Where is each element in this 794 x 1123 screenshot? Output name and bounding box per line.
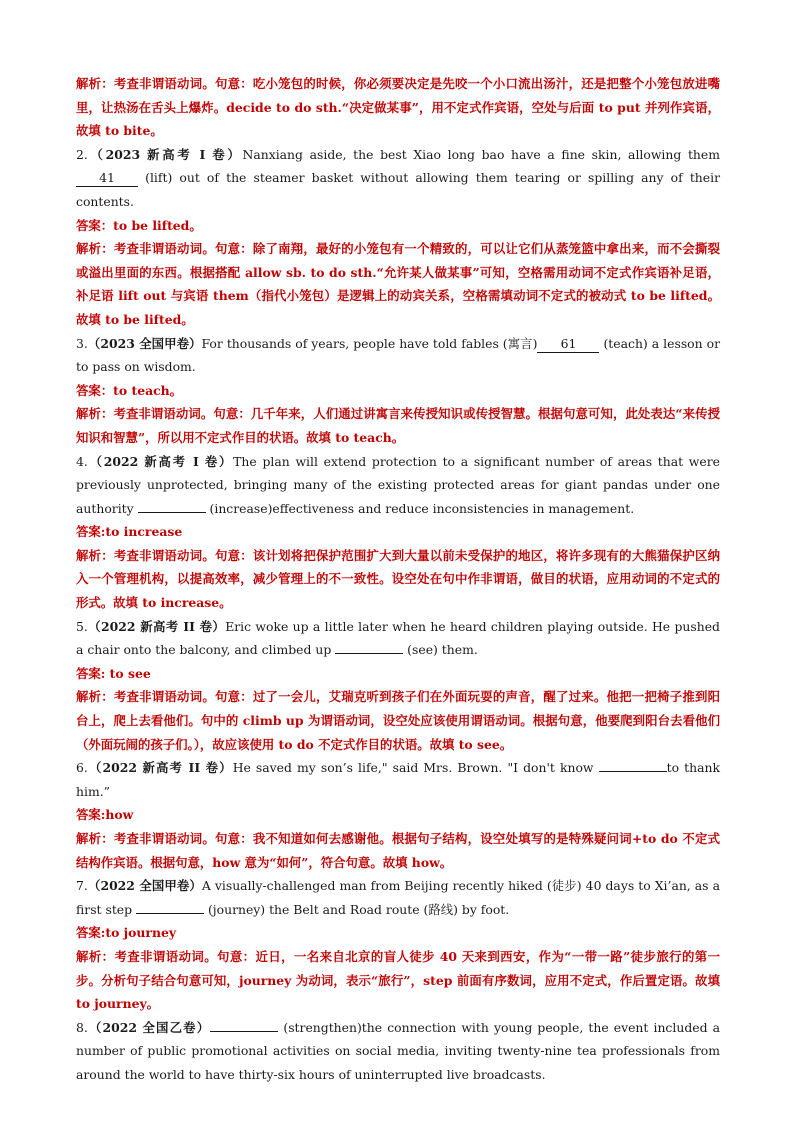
question-number: 3.	[76, 335, 88, 351]
question-2	[76, 143, 720, 214]
analysis-6: 解析：考查非谓语动词。句意：我不知道如何去感谢他。根据句子结构，设空处填写的是特殊疑问词+to do 不定式结构作宾语。根据句意，how 意为“如何”，符合句意。故填 how。	[76, 831, 720, 870]
question-text-pre: The plan will extend protection to a significant number of areas that were previously unprotected, bringing many of the existing protected areas for giant pandas under one authority	[76, 453, 721, 516]
answer-blank	[210, 1031, 278, 1032]
question-text-pre: He saved my son’s life," said Mrs. Brown. "I don't know	[232, 760, 599, 776]
answer-blank	[599, 771, 667, 772]
question-7	[76, 874, 720, 921]
analysis-1: 解析：考查非谓语动词。句意：吃小笼包的时候，你必须要决定是先咬一个小口流出汤汁，还是把整个小笼包放进嘴里，让热汤在舌头上爆炸。decide to do sth.“决定做某事”，用不定式作宾语，空处与后面 to put 并列作宾语，故填 to bite。	[76, 76, 720, 139]
document-page	[76, 72, 720, 1087]
answer-3: 答案：to teach。	[76, 382, 183, 398]
question-text-pre: A visually-challenged man from Beijing recently hiked (徒步) 40 days to Xi’an, as a first step	[76, 878, 720, 917]
question-number: 5.	[76, 618, 88, 634]
analysis-4: 解析：考查非谓语动词。句意：该计划将把保护范围扩大到大量以前未受保护的地区，将许多现有的大熊猫保护区纳入一个管理机构，以提高效率，减少管理上的不一致性。设空处在句中作非谓语，做目的状语，应用动词的不定式的形式。故填 to increase。	[76, 547, 720, 611]
question-8	[76, 1016, 720, 1087]
question-number: 8.	[76, 1019, 88, 1035]
question-text-post: (see) them.	[403, 642, 478, 658]
question-number: 2.	[76, 146, 88, 162]
question-number: 6.	[76, 760, 88, 776]
answer-4: 答案:to increase	[76, 524, 183, 540]
question-text-post: (journey) the Belt and Road route (路线) by foot.	[204, 901, 510, 917]
question-text-post: (increase)effectiveness and reduce inconsistencies in management.	[205, 500, 635, 516]
question-source: （2022 新高考 I 卷）	[87, 453, 234, 469]
question-4	[76, 450, 720, 521]
analysis-3: 解析：考查非谓语动词。句意：几千年来，人们通过讲寓言来传授知识或传授智慧。根据句意可知，此处表达“来传授知识和智慧”，所以用不定式作目的状语。故填 to teach。	[76, 406, 720, 445]
answer-2: 答案：to be lifted。	[76, 217, 202, 233]
answer-blank: 61	[537, 336, 599, 353]
question-text-post: (lift) out of the steamer basket without allowing them tearing or spilling any of their contents.	[76, 170, 720, 209]
question-source: （2023 全国甲卷）	[87, 335, 202, 351]
question-text-pre: Nanxiang aside, the best Xiao long bao have a fine skin, allowing them	[242, 146, 720, 162]
question-5	[76, 615, 720, 662]
analysis-7: 解析：考查非谓语动词。句意：近日，一名来自北京的盲人徒步 40 天来到西安，作为“一带一路”徒步旅行的第一步。分析句子结合句意可知，journey 为动词，表示“旅行”，step 前面有序数词，应用不定式，作后置定语。故填 to journey。	[76, 948, 720, 1012]
question-3	[76, 332, 720, 379]
question-text-post: (strengthen)the connection with young people, the event included a number of public promotional activities on social media, inviting twenty-nine tea professionals from around the world to have thirty-six hours of uninterrupted live broadcasts.	[76, 1019, 720, 1082]
question-source: （2022 新高考 II 卷）	[87, 618, 226, 634]
answer-blank: 41	[76, 170, 138, 187]
answer-blank	[136, 913, 204, 914]
answer-5: 答案: to see	[76, 665, 151, 681]
answer-blank	[335, 653, 403, 654]
answer-6: 答案:how	[76, 807, 134, 823]
question-6	[76, 756, 720, 803]
analysis-5: 解析：考查非谓语动词。句意：过了一会儿，艾瑞克听到孩子们在外面玩耍的声音，醒了过来。他把一把椅子推到阳台上，爬上去看他们。句中的 climb up 为谓语动词，设空处应该使用谓语动词。根据句意，他要爬到阳台去看他们（外面玩闹的孩子们。），故应该使用 to do 不定式作目的状语。故填 to see。	[76, 689, 720, 752]
answer-blank	[138, 512, 206, 513]
question-text-post: to thank him.”	[76, 760, 720, 799]
question-text-pre: Eric woke up a little later when he heard children playing outside. He pushed a chair onto the balcony, and climbed up	[76, 618, 720, 658]
analysis-2: 解析：考查非谓语动词。句意：除了南翔，最好的小笼包有一个精致的，可以让它们从蒸笼篮中拿出来，而不会撕裂或溢出里面的东西。根据搭配 allow sb. to do sth.“允许某人做某事”可知，空格需用动词不定式作宾语补足语，补足语 lift out 与宾语 them（指代小笼包）是逻辑上的动宾关系，空格需填动词不定式的被动式 to be lifted。故填 to be lifted。	[76, 241, 720, 327]
question-source: （2022 新高考 II 卷）	[87, 760, 233, 776]
question-text-pre: For thousands of years, people have told fables (寓言)	[201, 335, 538, 351]
answer-7: 答案:to journey	[76, 925, 177, 941]
question-source: （2022 全国甲卷）	[87, 878, 202, 894]
question-source: （2023 新高考 I 卷）	[87, 146, 243, 162]
question-text-post: (teach) a lesson or to pass on wisdom.	[76, 335, 720, 375]
question-number: 7.	[76, 878, 88, 894]
question-number: 4.	[76, 453, 88, 469]
question-source: （2022 全国乙卷）	[87, 1019, 211, 1035]
